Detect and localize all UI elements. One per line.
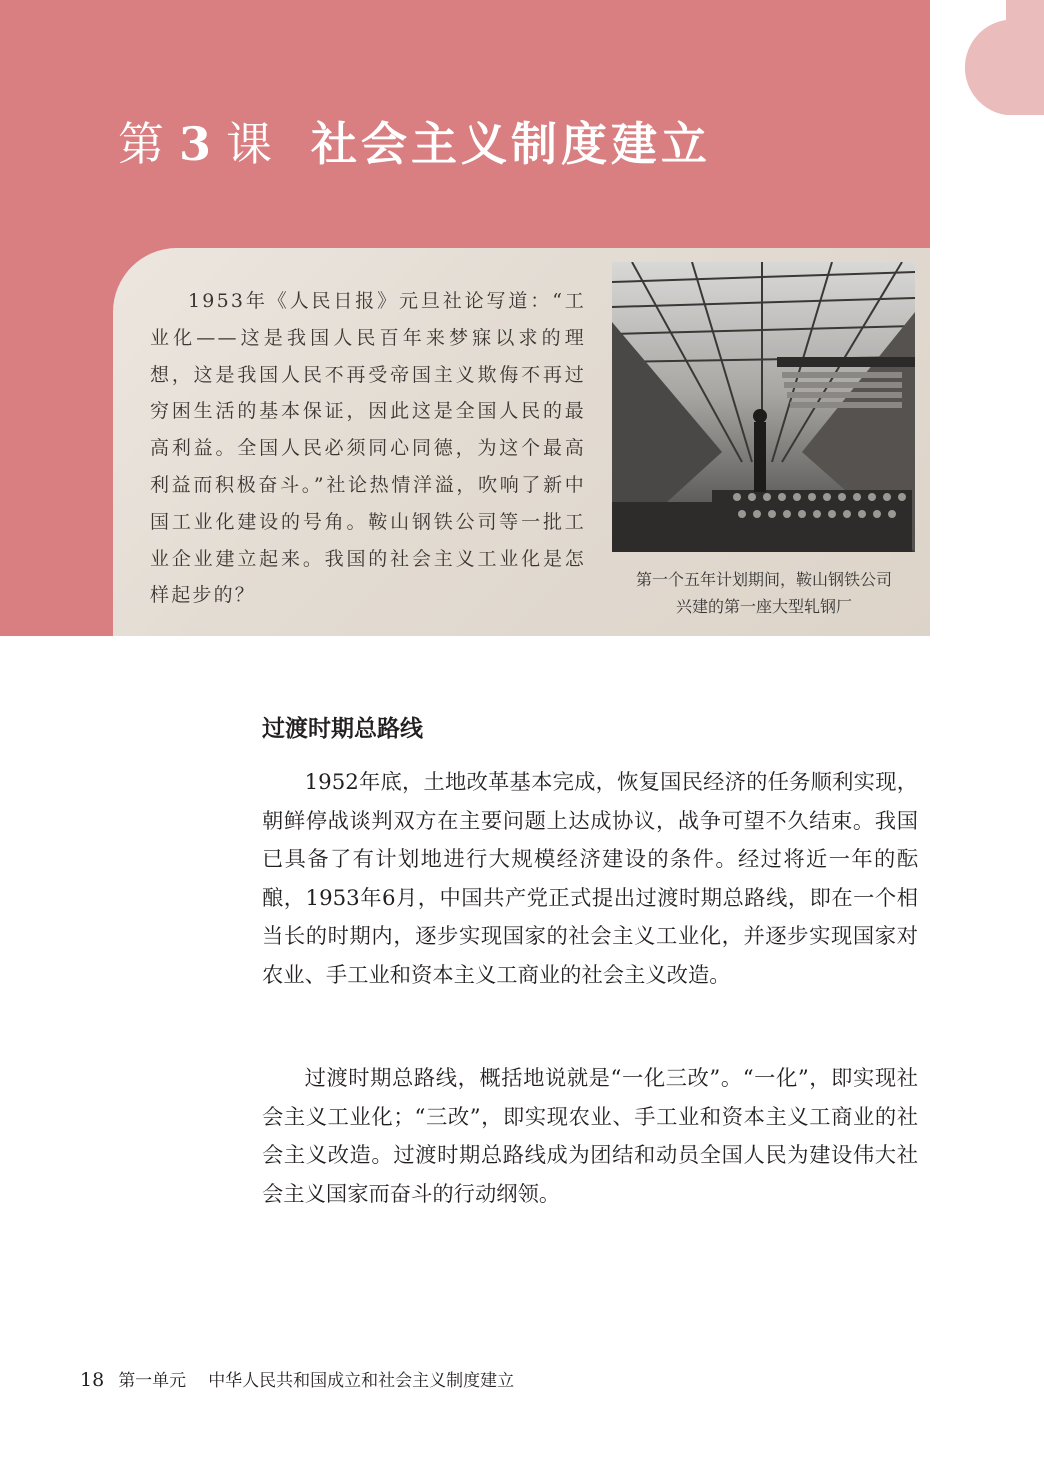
photo-caption bbox=[608, 566, 920, 620]
unit-title: 中华人民共和国成立和社会主义制度建立 bbox=[208, 1371, 515, 1391]
body-paragraph: 过渡时期总路线，概括地说就是“一化三改”。“一化”，即实现社会主义工业化；“三改”，即实现农业、手工业和资本主义工商业的社会主义改造。过渡时期总路线成为团结和动员全国人民为建设伟大社会主义国家而奋斗的行动纲领。 bbox=[262, 1066, 918, 1207]
page-footer bbox=[80, 1366, 514, 1391]
lesson-suffix: 课 bbox=[226, 117, 276, 171]
steel-mill-photo bbox=[612, 262, 915, 552]
section-heading: 过渡时期总路线 bbox=[262, 716, 423, 742]
intro-text: 1953年《人民日报》元旦社论写道：“工业化——这是我国人民百年来梦寐以求的理想，这是我国人民不再受帝国主义欺侮不再过穷困生活的基本保证，因此这是全国人民的最高利益。全国人民必须同心同德，为这个最高利益而积极奋斗。”社论热情洋溢，吹响了新中国工业化建设的号角。鞍山钢铁公司等一批工业企业建立起来。我国的社会主义工业化是怎样起步的？ bbox=[150, 290, 586, 607]
lesson-number: 3 bbox=[179, 117, 215, 171]
lesson-name: 社会主义制度建立 bbox=[311, 117, 712, 171]
body-paragraph: 1952年底，土地改革基本完成，恢复国民经济的任务顺利实现，朝鲜停战谈判双方在主要问题上达成协议，战争可望不久结束。我国已具备了有计划地进行大规模经济建设的条件。经过将近一年的酝酿，1953年6月，中国共产党正式提出过渡时期总路线，即在一个相当长的时期内，逐步实现国家的社会主义工业化，并逐步实现国家对农业、手工业和资本主义工商业的社会主义改造。 bbox=[262, 770, 918, 988]
corner-decoration-icon bbox=[930, 0, 1044, 115]
page-number: 18 bbox=[80, 1369, 105, 1391]
lesson-title bbox=[118, 108, 711, 174]
photo-caption-line-2: 兴建的第一座大型轧钢厂 bbox=[675, 597, 852, 616]
photo-caption-line-1: 第一个五年计划期间，鞍山钢铁公司 bbox=[635, 570, 892, 589]
lesson-prefix: 第 bbox=[118, 117, 167, 171]
unit-label: 第一单元 bbox=[118, 1371, 187, 1391]
